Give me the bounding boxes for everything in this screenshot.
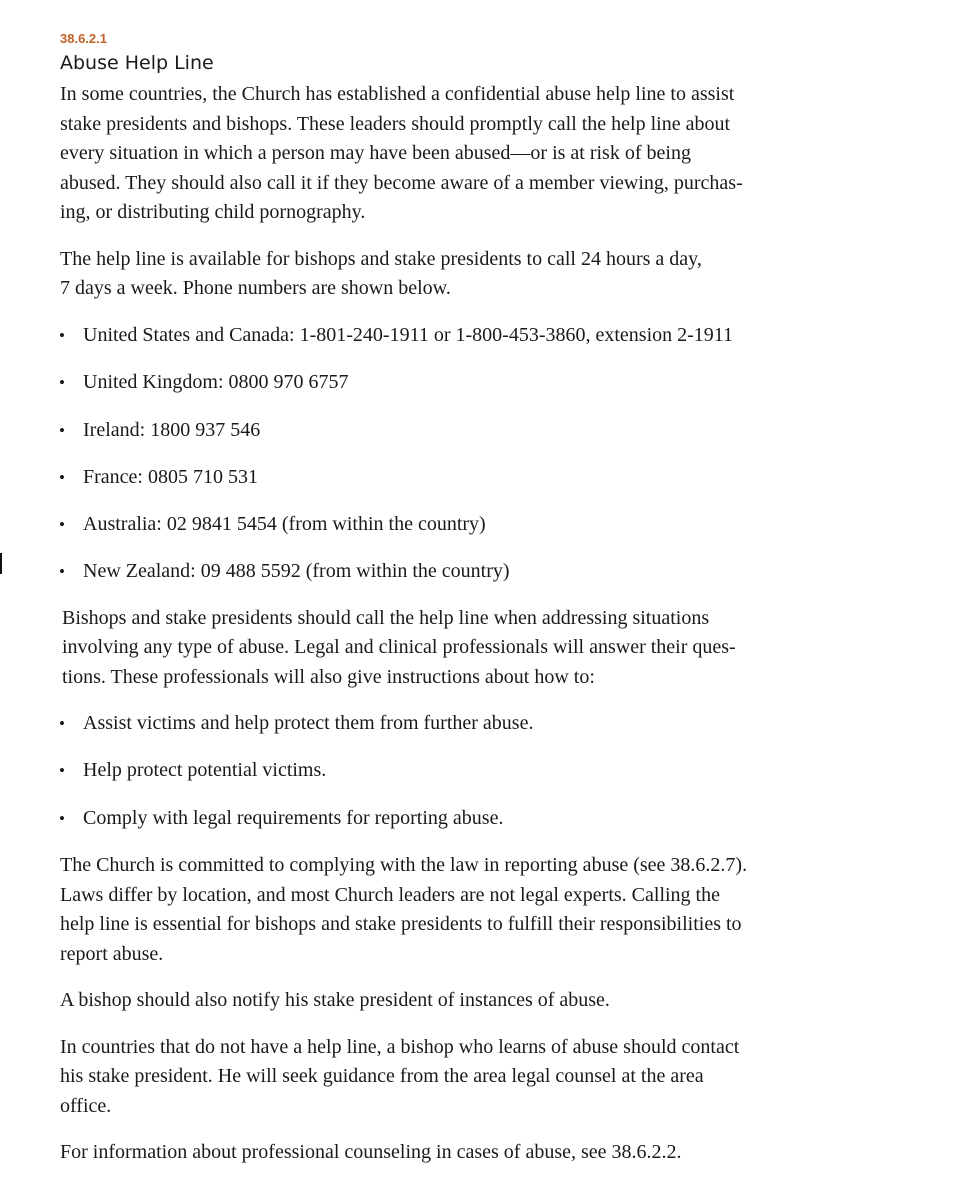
phone-number-item — [60, 463, 940, 492]
phone-number-text: United Kingdom: 0800 970 6757 — [83, 370, 349, 393]
availability-line: The help line is available for bishops and stake presidents to call 24 hours a day, — [60, 247, 702, 270]
bullet-icon: • — [59, 467, 65, 487]
bullet-icon: • — [59, 372, 65, 392]
committed-line: Laws differ by location, and most Church leaders are not legal experts. Calling the — [60, 883, 720, 906]
section-title: Abuse Help Line — [60, 52, 214, 74]
phone-number-item — [60, 368, 940, 397]
phone-number-list — [60, 321, 940, 586]
bullet-icon: • — [59, 420, 65, 440]
phone-number-item — [60, 510, 940, 539]
phone-number-text: Ireland: 1800 937 546 — [83, 418, 261, 441]
phone-number-text: France: 0805 710 531 — [83, 465, 258, 488]
intro-line: abused. They should also call it if they become aware of a member viewing, purchas- — [60, 171, 743, 194]
notify-paragraph — [60, 986, 940, 1016]
instruction-text: Comply with legal requirements for reporting abuse. — [83, 807, 504, 829]
bullet-icon: • — [59, 514, 65, 534]
instruction-item — [60, 804, 940, 833]
intro-paragraph — [60, 80, 940, 228]
no-helpline-paragraph — [60, 1033, 940, 1122]
instruction-item — [60, 756, 940, 785]
bullet-icon: • — [59, 714, 65, 733]
professionals-paragraph — [62, 604, 940, 693]
phone-number-text: United States and Canada: 1-801-240-1911 or 1-800-453-3860, extension 2-1911 — [83, 323, 734, 346]
committed-paragraph — [60, 851, 940, 969]
availability-line: 7 days a week. Phone numbers are shown below. — [60, 277, 451, 299]
notify-line: A bishop should also notify his stake president of instances of abuse. — [60, 989, 610, 1011]
bullet-icon: • — [59, 561, 65, 581]
intro-line: In some countries, the Church has established a confidential abuse help line to assist — [60, 83, 735, 105]
instruction-text: Help protect potential victims. — [83, 759, 327, 781]
instruction-text: Assist victims and help protect them from further abuse. — [83, 712, 534, 734]
bullet-icon: • — [59, 761, 65, 780]
no-helpline-line: office. — [60, 1094, 112, 1117]
committed-line: report abuse. — [60, 942, 164, 965]
committed-line: The Church is committed to complying with the law in reporting abuse (see 38.6.2.7). — [60, 854, 748, 876]
instructions-list — [60, 709, 940, 833]
no-helpline-line: his stake president. He will seek guidance from the area legal counsel at the area — [60, 1065, 704, 1087]
no-helpline-line: In countries that do not have a help line, a bishop who learns of abuse should contact — [60, 1035, 740, 1058]
committed-line: help line is essential for bishops and stake presidents to fulfill their responsibilities to — [60, 913, 742, 935]
bullet-icon: • — [59, 809, 65, 828]
phone-number-item — [60, 321, 940, 350]
professionals-line: involving any type of abuse. Legal and clinical professionals will answer their ques- — [62, 636, 736, 658]
intro-line: every situation in which a person may have been abused—or is at risk of being — [60, 142, 691, 164]
intro-line: stake presidents and bishops. These leaders should promptly call the help line about — [60, 112, 731, 135]
counseling-line: For information about professional counseling in cases of abuse, see 38.6.2.2. — [60, 1141, 682, 1163]
phone-number-item — [60, 416, 940, 445]
phone-number-text: Australia: 02 9841 5454 (from within the country) — [83, 512, 486, 535]
bullet-icon: • — [59, 325, 65, 345]
availability-paragraph — [60, 245, 940, 304]
instruction-item — [60, 709, 940, 738]
phone-number-text: New Zealand: 09 488 5592 (from within the country) — [83, 559, 510, 582]
section-number: 38.6.2.1 — [60, 31, 107, 46]
professionals-line: Bishops and stake presidents should call the help line when addressing situations — [62, 606, 710, 629]
intro-line: ing, or distributing child pornography. — [60, 201, 366, 223]
phone-number-item — [60, 557, 940, 586]
text-cursor-mark — [0, 553, 2, 574]
counseling-paragraph — [60, 1138, 940, 1168]
professionals-line: tions. These professionals will also give instructions about how to: — [62, 665, 595, 688]
document-page — [60, 30, 940, 1168]
